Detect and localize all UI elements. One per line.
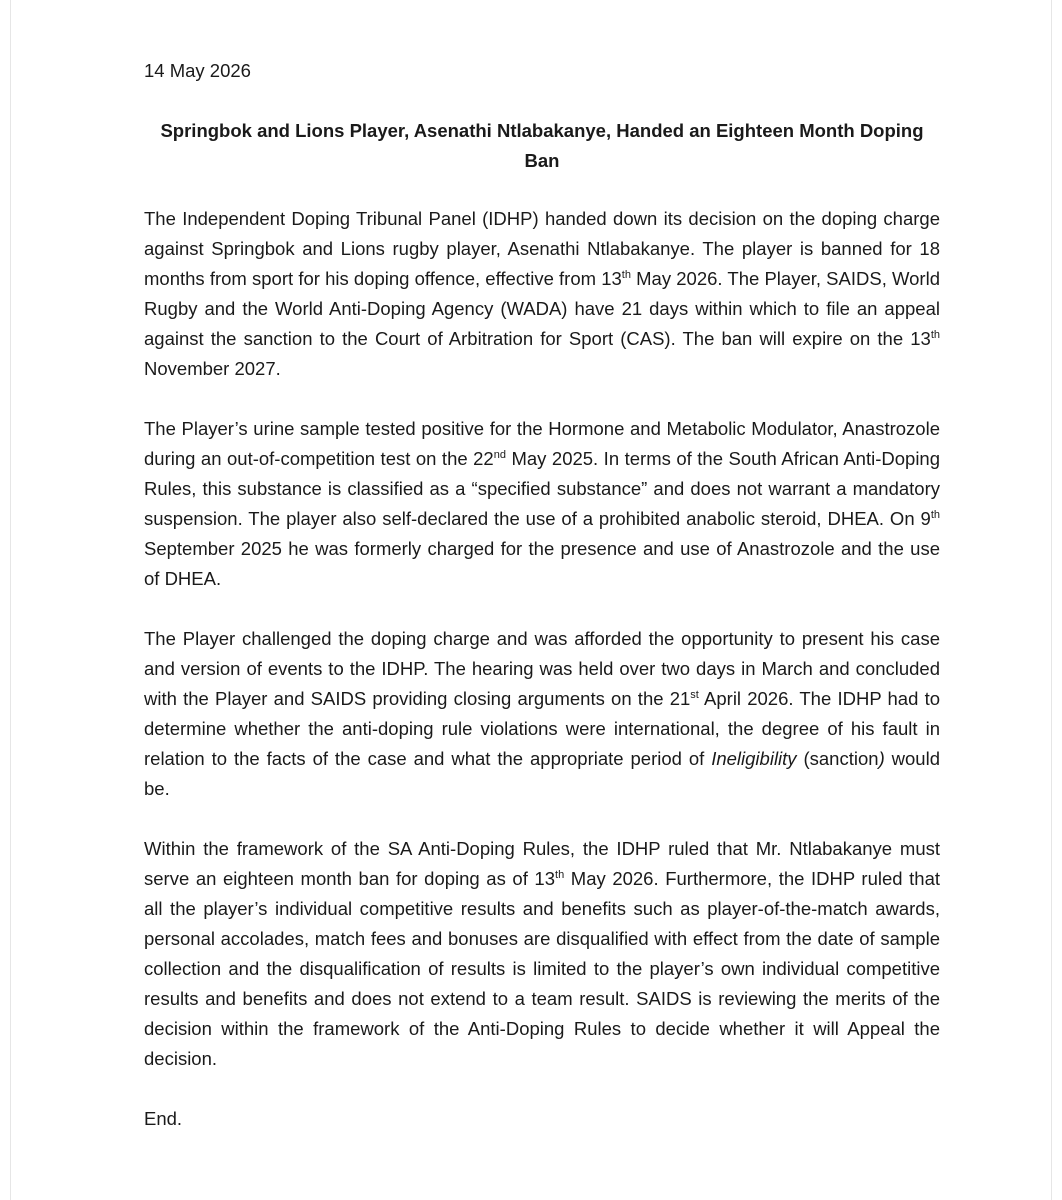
document-date: 14 May 2026 xyxy=(144,60,251,81)
paragraph-text: September 2025 he was formerly charged for the presence and use of Anastrozole and the use of DHEA. xyxy=(144,538,940,589)
italic-text: ) xyxy=(878,748,885,769)
paragraph-text: May 2026. Furthermore, the IDHP ruled that all the player’s individual competitive results and benefits such as player-of-the-match awards, personal accolades, match fees and bonuses are disqualified with effect from the date of sample collection and the disqualification of results is limited to the player’s own individual competitive results and benefits and does not extend to a team result. SAIDS is reviewing the merits of the decision within the framework of the Anti-Doping Rules to decide whether it will Appeal the decision. xyxy=(144,868,941,1069)
document-end: End. xyxy=(144,1108,183,1129)
document-content xyxy=(144,56,940,1134)
paragraph-text: would be. xyxy=(144,748,940,799)
ordinal-suffix: nd xyxy=(493,449,506,461)
paragraph-text: The Independent Doping Tribunal Panel (IDHP) handed down its decision on the doping charge against Springbok and Lions rugby player, Asenathi Ntlabakanye. The player is banned for 18 months from sport for his doping offence, effective from 13 xyxy=(144,208,940,289)
ordinal-suffix: th xyxy=(930,329,940,341)
italic-text: Ineligibility xyxy=(711,748,797,769)
paragraph-text: May 2025. In terms of the South African Anti-Doping Rules, this substance is classified as a “specified substance” and does not warrant a mandatory suspension. The player also self-declared the use of a prohibited anabolic steroid, DHEA. On 9 xyxy=(144,448,941,529)
paragraph-text: November 2027. xyxy=(144,358,281,379)
paragraph-text: May 2026. The Player, SAIDS, World Rugby and the World Anti-Doping Agency (WADA) have 21 days within which to file an appeal against the sanction to the Court of Arbitration for Sport (CAS). The ban will expire on the 13 xyxy=(144,268,940,349)
paragraph-4 xyxy=(144,834,940,1074)
paragraph-3 xyxy=(144,624,940,804)
ordinal-suffix: th xyxy=(930,509,940,521)
document-page xyxy=(10,0,1052,1200)
paragraph-text: April 2026. The IDHP had to determine whether the anti-doping rule violations were international, the degree of his fault in relation to the facts of the case and what the appropriate period of xyxy=(144,688,940,769)
paragraph-text: The Player’s urine sample tested positive for the Hormone and Metabolic Modulator, Anastrozole during an out-of-competition test on the 22 xyxy=(144,418,940,469)
ordinal-suffix: st xyxy=(690,689,699,701)
paragraph-text: Within the framework of the SA Anti-Doping Rules, the IDHP ruled that Mr. Ntlabakanye must serve an eighteen month ban for doping as of 13 xyxy=(144,838,940,889)
paragraph-1 xyxy=(144,204,940,384)
paragraph-2 xyxy=(144,414,940,594)
paragraph-text: The Player challenged the doping charge and was afforded the opportunity to present his case and version of events to the IDHP. The hearing was held over two days in March and concluded with the Player and SAIDS providing closing arguments on the 21 xyxy=(144,628,940,709)
paragraph-text: (sanction xyxy=(796,748,879,769)
ordinal-suffix: th xyxy=(555,869,565,881)
ordinal-suffix: th xyxy=(621,269,631,281)
document-title: Springbok and Lions Player, Asenathi Ntlabakanye, Handed an Eighteen Month Doping Ban xyxy=(160,120,924,171)
